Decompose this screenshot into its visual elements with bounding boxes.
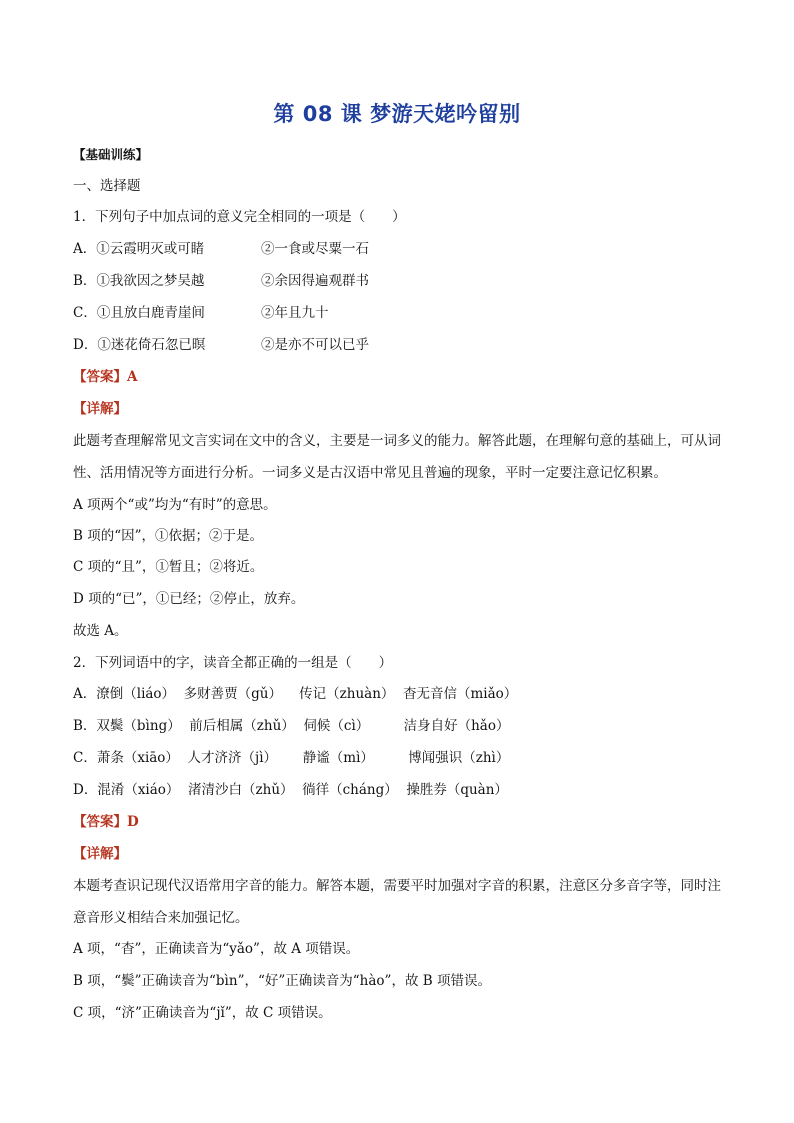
- q2-stem: 2．下列词语中的字，读音全都正确的一组是（ ）: [73, 655, 393, 671]
- section-tag: 【基础训练】: [73, 147, 149, 162]
- answer-label: 【答案】: [73, 369, 127, 385]
- q2-detail-line: A 项，“杳”，正确读音为“yǎo”，故 A 项错误。: [73, 941, 360, 957]
- q1-option: [73, 239, 734, 259]
- q1-detail-line: 故选 A。: [73, 623, 128, 639]
- lesson-title: 第 08 课 梦游天姥吟留别: [273, 102, 521, 126]
- q2-option-b: B．双鬓（bìng） 前后相属（zhǔ） 伺候（cì） 洁身自好（hǎo）: [73, 718, 510, 734]
- q2-detail-line: C 项，“济”正确读音为“jǐ”，故 C 项错误。: [73, 1005, 332, 1021]
- q1-explanation: 此题考查理解常见文言实词在文中的含义，主要是一词多义的能力。解答此题，在理解句意的基础上，可从词性、活用情况等方面进行分析。一词多义是古汉语中常见且普遍的现象，平时一定要注意记忆积累。: [73, 433, 721, 481]
- q1-detail-line: C 项的“且”，①暂且；②将近。: [73, 559, 264, 575]
- q1-detail-line: A 项两个“或”均为“有时”的意思。: [73, 497, 277, 513]
- q1-option-a-2: ②一食或尽粟一石: [261, 241, 369, 257]
- q1-detail-line: D 项的“已”，①已经；②停止，放弃。: [73, 591, 305, 607]
- q1-option: [73, 271, 734, 291]
- q2-option-c: C．萧条（xiāo） 人才济济（jì） 静谧（mì） 博闻强识（zhì）: [73, 750, 510, 766]
- q2-detail-label: 【详解】: [73, 846, 127, 862]
- q2-answer: [73, 812, 734, 832]
- q1-option-c-2: ②年且九十: [261, 305, 329, 321]
- q2-option-a: A．潦倒（liáo） 多财善贾（gǔ） 传记（zhuàn） 杳无音信（miǎo）: [73, 686, 518, 702]
- q1-answer: [73, 367, 734, 387]
- q1-stem: 1．下列句子中加点词的意义完全相同的一项是（ ）: [73, 209, 406, 225]
- q1-option-d-2: ②是亦不可以已乎: [261, 337, 369, 353]
- q2-detail-line: B 项，“鬓”正确读音为“bìn”，“好”正确读音为“hào”，故 B 项错误。: [73, 973, 491, 989]
- q1-option-a-1: A．①云霞明灭或可睹: [73, 241, 205, 257]
- q1-option-b-1: B．①我欲因之梦吴越: [73, 273, 205, 289]
- q1-option-c-1: C．①且放白鹿青崖间: [73, 305, 205, 321]
- section-heading: 一、选择题: [73, 178, 141, 194]
- q1-detail-line: B 项的“因”，①依据；②于是。: [73, 528, 264, 544]
- q1-option: [73, 303, 734, 323]
- q1-option-d-1: D．①迷花倚石忽已暝: [73, 337, 206, 353]
- answer-label: 【答案】: [73, 814, 127, 830]
- q2-option-d: D．混淆（xiáo） 渚清沙白（zhǔ） 徜徉（cháng） 操胜券（quàn）: [73, 782, 508, 798]
- q1-option-b-2: ②余因得遍观群书: [261, 273, 369, 289]
- answer-value: D: [127, 814, 139, 830]
- q2-explanation: 本题考查识记现代汉语常用字音的能力。解答本题，需要平时加强对字音的积累，注意区分多音字等，同时注意音形义相结合来加强记忆。: [73, 878, 721, 926]
- q1-detail-label: 【详解】: [73, 401, 127, 417]
- answer-value: A: [127, 369, 138, 385]
- q1-option: [73, 335, 734, 355]
